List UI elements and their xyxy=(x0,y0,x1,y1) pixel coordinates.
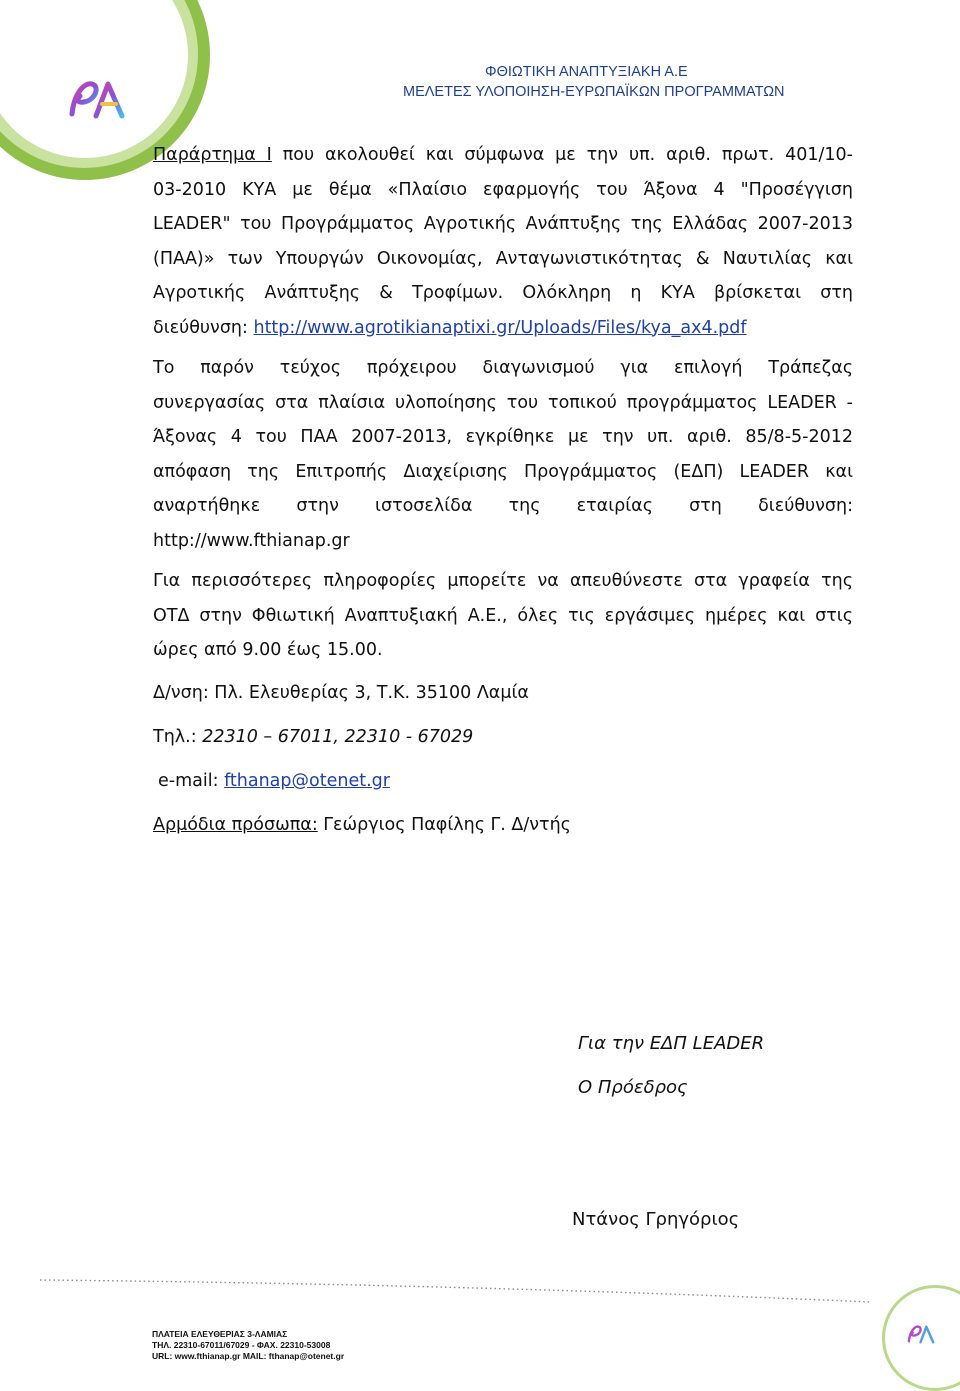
email-line xyxy=(158,764,858,799)
footer-address: ΠΛΑΤΕΙΑ ΕΛΕΥΘΕΡΙΑΣ 3-ΛΑΜΙΑΣ xyxy=(152,1329,288,1339)
paragraph-line: ΟΤΔ στην Φθιωτική Αναπτυξιακή Α.Ε., όλες τις εργάσιμες ημέρες και στις xyxy=(153,605,853,626)
signature-role: Ο Πρόεδρος xyxy=(578,1077,688,1098)
company-logo xyxy=(66,74,132,124)
phone-value: 22310 – 67011, 22310 - 67029 xyxy=(202,727,474,747)
footer-contact-block xyxy=(152,1329,344,1363)
footer-phone: ΤΗΛ. 22310-67011/67029 - ΦΑΧ. 22310-53008 xyxy=(152,1340,331,1351)
address-line: Δ/νση: Πλ. Ελευθερίας 3, Τ.Κ. 35100 Λαμία xyxy=(153,683,529,703)
paragraph-line: 03-2010 ΚΥΑ με θέμα «Πλαίσιο εφαρμογής του Άξονα 4 "Προσέγγιση xyxy=(153,179,853,200)
paragraph-text: που ακολουθεί και σύμφωνα με την υπ. αριθ. πρωτ. 401/10- xyxy=(282,145,853,165)
contact-person-line xyxy=(153,808,853,843)
contact-person-value: Γεώργιος Παφίλης Γ. Δ/ντής xyxy=(323,815,571,835)
annex-label: Παράρτημα Ι xyxy=(153,145,272,165)
paragraph-line: (ΠΑΑ)» των Υπουργών Οικονομίας, Ανταγωνιστικότητας & Ναυτιλίας και xyxy=(153,248,853,269)
footer-dotted-line xyxy=(40,1276,870,1304)
header-company-name: ΦΘΙΩΤΙΚΗ ΑΝΑΠΤΥΞΙΑΚΗ Α.Ε xyxy=(485,64,688,80)
footer-logo xyxy=(906,1320,938,1348)
email-label: e-mail: xyxy=(158,771,219,791)
paragraph-line: LEADER" του Προγράμματος Αγροτικής Ανάπτυξης της Ελλάδας 2007-2013 xyxy=(153,214,853,234)
website-text: http://www.fthianap.gr xyxy=(153,530,350,551)
footer-web-mail: URL: www.fthianap.gr MAIL: fthanap@otenet.gr xyxy=(152,1351,345,1362)
annex-paragraph xyxy=(153,138,853,345)
paragraph-line: Για περισσότερες πληροφορίες μπορείτε να απευθύνεστε στα γραφεία της xyxy=(153,571,853,591)
signature-committee: Για την ΕΔΠ LEADER xyxy=(578,1033,765,1054)
info-paragraph xyxy=(153,564,853,668)
phone-label: Τηλ.: xyxy=(153,727,197,747)
header-subtitle: ΜΕΛΕΤΕΣ ΥΛΟΠΟΙΗΣΗ-ΕΥΡΩΠΑΪΚΩΝ ΠΡΟΓΡΑΜΜΑΤΩΝ xyxy=(403,84,785,100)
paragraph-line: Το παρόν τεύχος πρόχειρου διαγωνισμού για επιλογή Τράπεζας xyxy=(153,358,853,378)
paragraph-text: διεύθυνση: xyxy=(153,317,248,338)
paragraph-line: ώρες από 9.00 έως 15.00. xyxy=(153,640,383,660)
paragraph-line: απόφαση της Επιτροπής Διαχείρισης Προγράμματος (ΕΔΠ) LEADER και xyxy=(153,461,853,482)
contact-person-label: Αρμόδια πρόσωπα: xyxy=(153,815,318,835)
tender-paragraph xyxy=(153,351,853,558)
signature-name: Ντάνος Γρηγόριος xyxy=(572,1209,740,1230)
paragraph-line: Άξονας 4 του ΠΑΑ 2007-2013, εγκρίθηκε με την υπ. αριθ. 85/8-5-2012 xyxy=(153,427,853,447)
email-link[interactable]: fthanap@otenet.gr xyxy=(224,771,390,791)
paragraph-line xyxy=(153,311,853,346)
paragraph-line: συνεργασίας στα πλαίσια υλοποίησης του τοπικού προγράμματος LEADER - xyxy=(153,392,853,413)
paragraph-line: Αγροτικής Ανάπτυξης & Τροφίμων. Ολόκληρη η ΚΥΑ βρίσκεται στη xyxy=(153,283,853,303)
kya-link[interactable]: http://www.agrotikianaptixi.gr/Uploads/Files/kya_ax4.pdf xyxy=(253,317,747,338)
phone-line xyxy=(153,720,853,755)
paragraph-line: αναρτήθηκε στην ιστοσελίδα της εταιρίας στη διεύθυνση: xyxy=(153,496,853,516)
paragraph-line xyxy=(153,138,853,173)
